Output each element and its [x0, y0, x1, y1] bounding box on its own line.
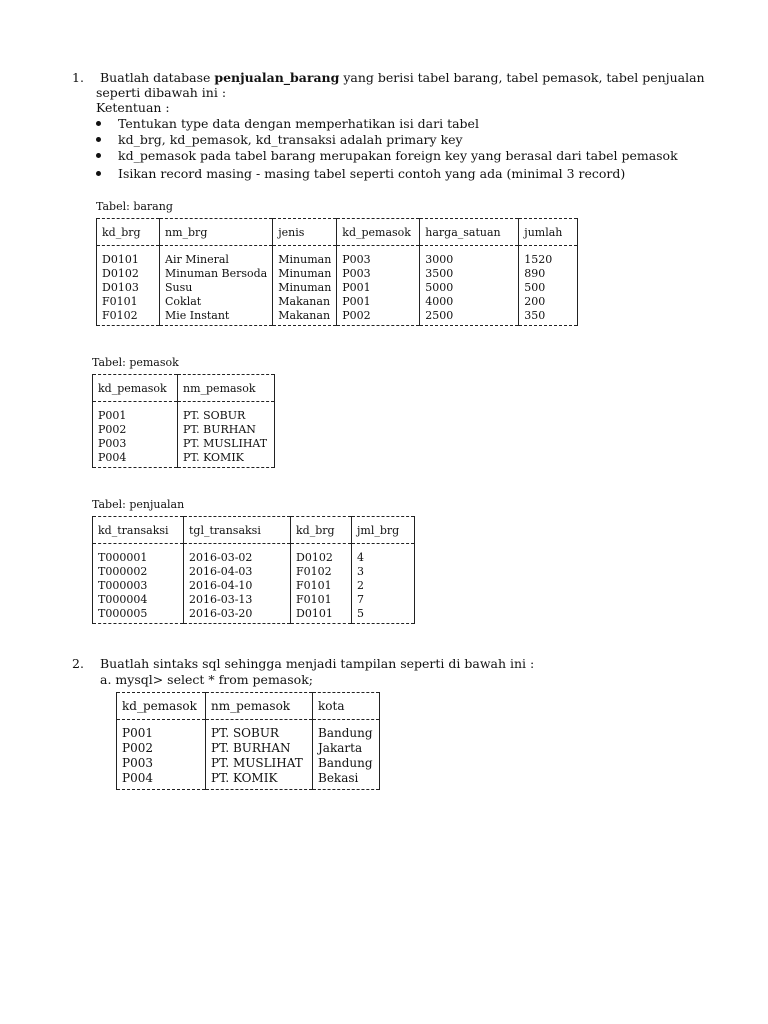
table-cell: 890	[519, 266, 578, 280]
table-row	[97, 246, 578, 267]
table-row	[97, 280, 578, 294]
question-1-text-pre: Buatlah database	[100, 70, 215, 85]
table-penjualan	[92, 516, 415, 624]
table-cell: 4000	[420, 294, 519, 308]
question-1-number: 1.	[72, 70, 84, 85]
table-cell: PT. KOMIK	[178, 450, 275, 468]
ketentuan-item	[96, 132, 678, 148]
table-cell: PT. SOBUR	[178, 402, 275, 423]
table-cell: P003	[337, 266, 420, 280]
table-cell: PT. BURHAN	[178, 422, 275, 436]
ketentuan-item-text: Tentukan type data dengan memperhatikan isi dari tabel	[118, 116, 479, 131]
column-header: jenis	[273, 219, 337, 246]
table-cell: 2016-03-20	[184, 606, 291, 624]
table-row	[117, 720, 380, 742]
table-row	[93, 578, 415, 592]
table-row	[117, 741, 380, 756]
table-cell: Mie Instant	[160, 308, 273, 326]
ketentuan-item	[96, 166, 678, 182]
ketentuan-item-text: kd_pemasok pada tabel barang merupakan foreign key yang berasal dari tabel pemasok	[118, 148, 678, 163]
question-2-sub-a: a. mysql> select * from pemasok;	[100, 672, 313, 687]
column-header: jml_brg	[352, 517, 415, 544]
table-header-row	[93, 517, 415, 544]
column-header: nm_pemasok	[178, 375, 275, 402]
table-cell: P001	[337, 294, 420, 308]
table-cell: P002	[117, 741, 206, 756]
table-cell: Air Mineral	[160, 246, 273, 267]
table-cell: 350	[519, 308, 578, 326]
table-cell: P002	[93, 422, 178, 436]
table-cell: P002	[337, 308, 420, 326]
ketentuan-list	[96, 116, 678, 182]
table-row	[93, 436, 275, 450]
table-row	[97, 266, 578, 280]
table-row	[117, 756, 380, 771]
table-cell: Jakarta	[313, 741, 380, 756]
table-cell: 3000	[420, 246, 519, 267]
table-cell: T000002	[93, 564, 184, 578]
table-cell: Bandung	[313, 756, 380, 771]
table-row	[93, 544, 415, 565]
table-cell: Makanan	[273, 308, 337, 326]
table-barang-caption: Tabel: barang	[96, 200, 173, 213]
table-cell: PT. MUSLIHAT	[206, 756, 313, 771]
table-barang	[96, 218, 578, 326]
table-cell: 2500	[420, 308, 519, 326]
table-cell: Bandung	[313, 720, 380, 742]
column-header: nm_pemasok	[206, 693, 313, 720]
table-row	[93, 606, 415, 624]
table-pemasok-caption: Tabel: pemasok	[92, 356, 179, 369]
column-header: kd_brg	[97, 219, 160, 246]
table-row	[93, 402, 275, 423]
column-header: kd_pemasok	[337, 219, 420, 246]
table-cell: 3	[352, 564, 415, 578]
table-cell: P004	[117, 771, 206, 790]
table-cell: 7	[352, 592, 415, 606]
question-2-number: 2.	[72, 656, 84, 671]
column-header: kd_transaksi	[93, 517, 184, 544]
table-cell: 2016-04-03	[184, 564, 291, 578]
table-cell: D0103	[97, 280, 160, 294]
bullet-icon	[96, 137, 101, 142]
table-penjualan-caption: Tabel: penjualan	[92, 498, 185, 511]
table-cell: P003	[337, 246, 420, 267]
table-cell: P003	[117, 756, 206, 771]
database-name: penjualan_barang	[214, 70, 340, 85]
table-cell: P004	[93, 450, 178, 468]
table-cell: D0102	[291, 544, 352, 565]
table-cell: 1520	[519, 246, 578, 267]
table-cell: 2016-04-10	[184, 578, 291, 592]
table-row	[93, 564, 415, 578]
table-cell: 5	[352, 606, 415, 624]
table-header-row	[93, 375, 275, 402]
ketentuan-label: Ketentuan :	[96, 100, 170, 115]
table-result	[116, 692, 380, 790]
table-row	[117, 771, 380, 790]
table-row	[97, 308, 578, 326]
column-header: kota	[313, 693, 380, 720]
table-cell: T000003	[93, 578, 184, 592]
table-header-row	[117, 693, 380, 720]
bullet-icon	[96, 121, 101, 126]
column-header: tgl_transaksi	[184, 517, 291, 544]
column-header: nm_brg	[160, 219, 273, 246]
table-cell: 5000	[420, 280, 519, 294]
table-row	[97, 294, 578, 308]
question-1-text-post: yang berisi tabel barang, tabel pemasok, tabel penjualan	[339, 70, 705, 85]
table-cell: P001	[93, 402, 178, 423]
ketentuan-item	[96, 116, 678, 132]
column-header: harga_satuan	[420, 219, 519, 246]
ketentuan-item-text: Isikan record masing - masing tabel seperti contoh yang ada (minimal 3 record)	[118, 166, 626, 181]
table-cell: D0102	[97, 266, 160, 280]
bullet-icon	[96, 153, 101, 158]
table-cell: D0101	[97, 246, 160, 267]
table-cell: F0101	[291, 592, 352, 606]
column-header: kd_pemasok	[117, 693, 206, 720]
table-cell: P001	[337, 280, 420, 294]
column-header: kd_brg	[291, 517, 352, 544]
table-cell: Minuman Bersoda	[160, 266, 273, 280]
table-cell: Minuman	[273, 266, 337, 280]
table-cell: T000004	[93, 592, 184, 606]
question-2-text: Buatlah sintaks sql sehingga menjadi tampilan seperti di bawah ini :	[100, 656, 535, 671]
table-cell: P003	[93, 436, 178, 450]
column-header: kd_pemasok	[93, 375, 178, 402]
table-cell: Minuman	[273, 246, 337, 267]
table-cell: Coklat	[160, 294, 273, 308]
column-header: jumlah	[519, 219, 578, 246]
table-cell: P001	[117, 720, 206, 742]
table-cell: F0101	[97, 294, 160, 308]
table-pemasok	[92, 374, 275, 468]
table-cell: Minuman	[273, 280, 337, 294]
bullet-icon	[96, 171, 101, 176]
table-cell: 200	[519, 294, 578, 308]
table-cell: 3500	[420, 266, 519, 280]
table-header-row	[97, 219, 578, 246]
table-cell: D0101	[291, 606, 352, 624]
ketentuan-item	[96, 148, 678, 164]
table-cell: Bekasi	[313, 771, 380, 790]
table-cell: F0102	[97, 308, 160, 326]
table-cell: 2016-03-13	[184, 592, 291, 606]
table-row	[93, 450, 275, 468]
question-1-line-1	[100, 70, 705, 85]
table-cell: F0101	[291, 578, 352, 592]
table-cell: PT. SOBUR	[206, 720, 313, 742]
table-cell: 2	[352, 578, 415, 592]
ketentuan-item-text: kd_brg, kd_pemasok, kd_transaksi adalah primary key	[118, 132, 463, 147]
table-cell: PT. BURHAN	[206, 741, 313, 756]
table-cell: 500	[519, 280, 578, 294]
table-cell: PT. MUSLIHAT	[178, 436, 275, 450]
table-cell: PT. KOMIK	[206, 771, 313, 790]
table-cell: Makanan	[273, 294, 337, 308]
table-cell: Susu	[160, 280, 273, 294]
table-cell: T000001	[93, 544, 184, 565]
table-cell: 2016-03-02	[184, 544, 291, 565]
table-cell: T000005	[93, 606, 184, 624]
table-cell: F0102	[291, 564, 352, 578]
table-row	[93, 592, 415, 606]
table-cell: 4	[352, 544, 415, 565]
table-row	[93, 422, 275, 436]
question-1-line-2: seperti dibawah ini :	[96, 85, 227, 100]
